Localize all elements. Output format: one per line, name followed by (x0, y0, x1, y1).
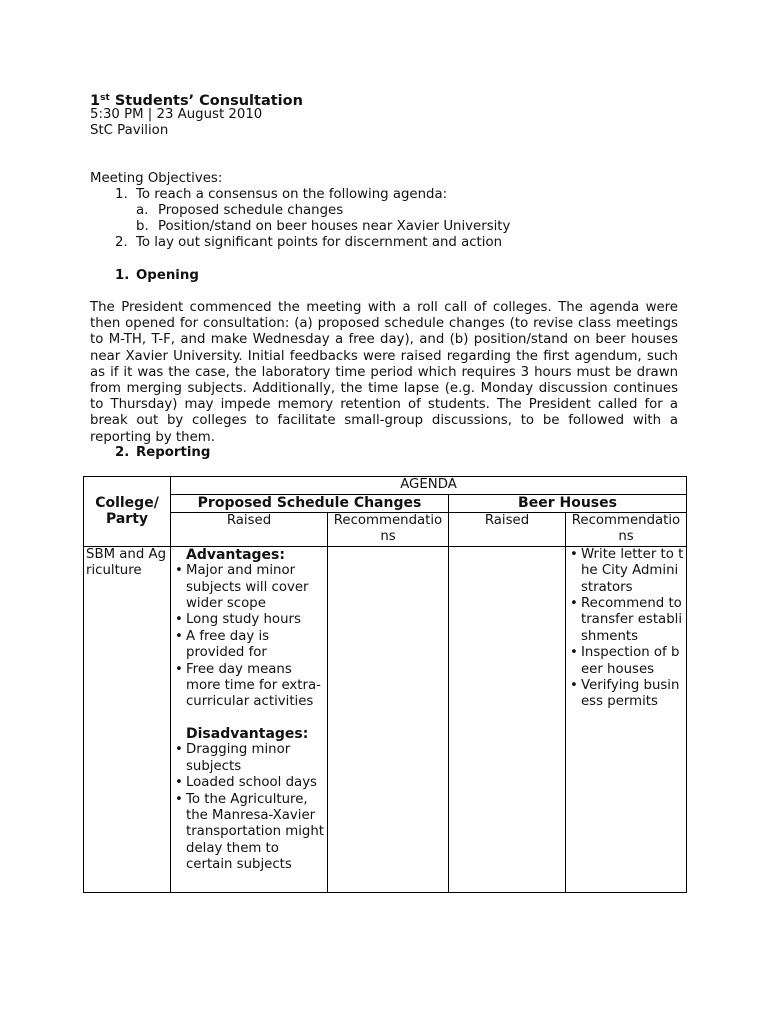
section-heading-reporting: Reporting (136, 445, 211, 460)
list-item: • To the Agriculture, the Manresa-Xavier transportation might delay them to certain subjects (186, 792, 325, 874)
opening-paragraph: The President commenced the meeting with a roll call of colleges. The agenda were then opened for consultation: (a) proposed schedule changes (to revise class meetings to M-TH, T-F, and make Wednesday a free day), and (b) position/stand on beer houses near Xavier University. Initial feedbacks were raised regarding the first agendum, such as if it was the case, the laboratory time period which requires 3 hours must be drawn from merging subjects. Additionally, the time lapse (e.g. Monday discussion continues to Thursday) may impede memory retention of students. The President called for a break out by colleges to facilitate small-group discussions, to be followed with a reporting by them. (90, 300, 678, 445)
meeting-venue: StC Pavilion (90, 123, 169, 138)
section-number-opening: 1. (115, 268, 130, 283)
objective-1a-label: a. (136, 203, 149, 218)
schedule-recommendations-cell (328, 546, 449, 892)
advantages-list (173, 563, 325, 711)
list-item: • Inspection of beer houses (581, 645, 684, 678)
schedule-raised-cell (171, 546, 328, 892)
beer-raised-cell (449, 546, 566, 892)
beer-houses-header: Beer Houses (449, 495, 687, 513)
objective-number-1: 1. (115, 187, 128, 202)
beer-raised-header: Raised (449, 513, 566, 547)
objective-number-2: 2. (115, 235, 128, 250)
objective-1: To reach a consensus on the following agenda: (136, 187, 448, 202)
beer-recommendations-cell (566, 546, 687, 892)
objectives-heading: Meeting Objectives: (90, 171, 223, 186)
objective-1b-label: b. (136, 219, 149, 234)
schedule-changes-header: Proposed Schedule Changes (171, 495, 449, 513)
list-item: • Free day means more time for extra-curricular activities (186, 662, 325, 711)
list-item: • Loaded school days (186, 775, 325, 791)
list-item: • Verifying business permits (581, 678, 684, 711)
list-item: • Major and minor subjects will cover wider scope (186, 563, 325, 612)
agenda-header: AGENDA (171, 477, 687, 495)
objective-1b: Position/stand on beer houses near Xavier University (158, 219, 511, 234)
disadvantages-label: Disadvantages: (186, 725, 309, 742)
list-item: • Write letter to the City Administrators (581, 547, 684, 596)
list-item: • Long study hours (186, 612, 325, 628)
list-item: • Recommend to transfer establishments (581, 596, 684, 645)
beer-recommendations-header: Recommendations (566, 513, 687, 547)
section-heading-opening: Opening (136, 268, 199, 283)
objective-1a: Proposed schedule changes (158, 203, 344, 218)
list-item: • A free day is provided for (186, 629, 325, 662)
page-title: 1st Students’ Consultation (90, 93, 303, 109)
list-item: • Dragging minor subjects (186, 742, 325, 775)
beer-recommendations-list (568, 547, 684, 711)
advantages-label: Advantages: (186, 546, 285, 563)
agenda-table (83, 476, 687, 893)
schedule-raised-header: Raised (171, 513, 328, 547)
objective-2: To lay out significant points for discernment and action (136, 235, 503, 250)
disadvantages-list (173, 742, 325, 873)
section-number-reporting: 2. (115, 445, 130, 460)
meeting-datetime: 5:30 PM | 23 August 2010 (90, 107, 263, 122)
college-cell: SBM and Agriculture (84, 546, 171, 892)
college-party-header: College/ Party (84, 477, 171, 547)
schedule-recommendations-header: Recommendations (328, 513, 449, 547)
